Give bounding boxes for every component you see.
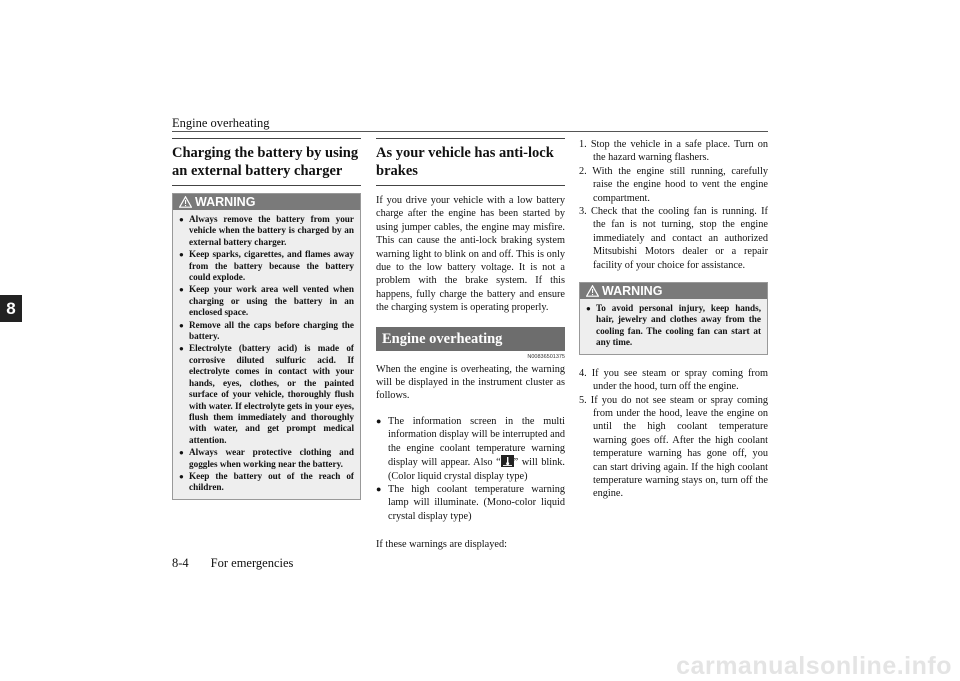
warning-label: WARNING (602, 284, 663, 299)
column-2 (376, 138, 565, 552)
warning-triangle-icon (586, 285, 599, 297)
steps-list-1 (579, 138, 768, 272)
warning-list (580, 299, 767, 354)
warning-item: ● Electrolyte (battery acid) is made of corrosive diluted sulfuric acid. If electrolyte comes in contact with your hands, eyes, clothes, or the painted surface of your vehicle, thoroughly flush with water. If electrolyte gets in your eyes, flush them immediately and thoroughly with water, and get prompt medical attention. (179, 343, 354, 446)
overheating-outro: If these warnings are displayed: (376, 539, 507, 551)
bullet1-text-post: ” will blink. (Color liquid crystal display type) (388, 457, 565, 482)
page-footer (172, 556, 293, 571)
bullet-item: ● The high coolant temperature warning lamp will illuminate. (Mono-color liquid crystal display type) (376, 483, 565, 523)
warning-box-fan (579, 282, 768, 355)
warning-item: ● Keep your work area well vented when charging or using the battery in an enclosed space. (179, 284, 354, 318)
step-item: 2. With the engine still running, carefully raise the engine hood to vent the engine compartment. (579, 165, 768, 204)
bullet-item (376, 415, 565, 483)
section-heading-charging: Charging the battery by using an external battery charger (172, 138, 361, 186)
document-code: N00836501375 (527, 353, 565, 360)
step-item: 4. If you see steam or spray coming from under the hood, turn off the engine. (579, 367, 768, 393)
warning-header (580, 283, 767, 299)
column-1 (172, 138, 361, 500)
watermark: carmanualsonline.info (676, 652, 952, 680)
warning-triangle-icon (179, 196, 192, 208)
overheating-intro: When the engine is overheating, the warning will be displayed in the instrument cluster as follows. (376, 363, 565, 402)
overheating-bullets (376, 415, 565, 523)
warning-item: ● Keep the battery out of the reach of children. (179, 471, 354, 494)
bullet1-text-pre: The information screen in the multi information display will be interrupted and the engine coolant temperature warning display will appear. Also “ (388, 415, 566, 469)
warning-list (173, 210, 360, 499)
antilock-paragraph: If you drive your vehicle with a low battery charge after the engine has been started by using jumper cables, the engine may misfire. This can cause the anti-lock braking system warning light to blink on and off. This is only due to the low battery voltage. It is not a problem with the brake system. If this happens, fully charge the battery and ensure the charging system is operating properly. (376, 195, 565, 314)
section-heading-overheating: Engine overheating (376, 327, 565, 351)
warning-box-charging (172, 193, 361, 500)
warning-item: ● To avoid personal injury, keep hands, hair, jewelry and clothes away from the cooling fan. The cooling fan can start at any time. (586, 303, 761, 349)
steps-list-2 (579, 367, 768, 501)
header-divider (172, 131, 768, 132)
chapter-tab: 8 (0, 295, 22, 322)
page-header-title: Engine overheating (172, 116, 270, 130)
coolant-temperature-warning-icon (501, 455, 514, 467)
warning-label: WARNING (195, 195, 256, 209)
warning-item: ● Keep sparks, cigarettes, and flames away from the battery because the battery could explode. (179, 249, 354, 283)
footer-section: For emergencies (210, 556, 294, 570)
warning-item: ● Always wear protective clothing and goggles when working near the battery. (179, 447, 354, 470)
step-item: 3. Check that the cooling fan is running. If the fan is not turning, stop the engine immediately and contact an authorized Mitsubishi Motors dealer or a repair facility of your choice for assistance. (579, 206, 768, 271)
warning-header (173, 194, 360, 210)
warning-item: ● Remove all the caps before charging the battery. (179, 320, 354, 343)
step-item: 1. Stop the vehicle in a safe place. Turn on the hazard warning flashers. (579, 139, 768, 164)
page-number: 8-4 (172, 556, 189, 570)
section-heading-antilock: As your vehicle has anti-lock brakes (376, 138, 565, 186)
warning-item: ● Always remove the battery from your vehicle when the battery is charged by an external battery charger. (179, 214, 354, 248)
column-3 (579, 138, 768, 501)
step-item: 5. If you do not see steam or spray coming from under the hood, leave the engine on until the high coolant temperature warning goes off. After the high coolant temperature warning has gone off, you can start driving again. If the high coolant temperature warning stays on, turn off the engine. (579, 394, 768, 500)
